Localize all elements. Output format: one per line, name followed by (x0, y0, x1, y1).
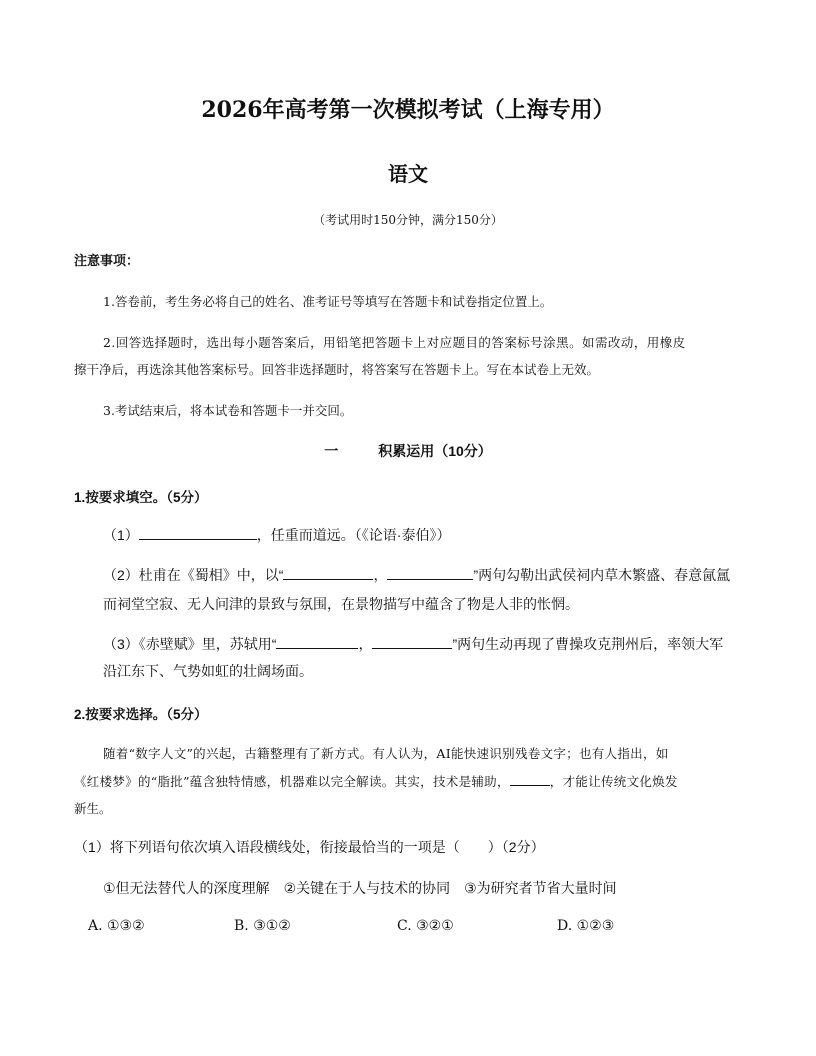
part-3-suffix: ”两句生动再现了曹操攻克荆州后，率领大军 (452, 636, 724, 652)
notice-item-2-line-2: 擦干净后，再选涂其他答案标号。回答非选择题时，将答案写在答题卡上。写在本试卷上无效。 (74, 362, 600, 377)
answer-blank[interactable] (387, 565, 473, 580)
question-1-part-2-line-2: 而祠堂空寂、无人问津的景致与氛围，在景物描写中蕴含了物是人非的怅惘。 (103, 596, 579, 612)
question-1-heading: 1.按要求填空。（5分） (74, 490, 208, 505)
notice-item-2-line-1: 2.回答选择题时，选出每小题答案后，用铅笔把答题卡上对应题目的答案标号涂黑。如需改动，用橡皮 (103, 335, 686, 350)
notice-item-3: 3.考试结束后，将本试卷和答题卡一并交回。 (103, 403, 353, 418)
part-2-comma: ， (373, 567, 388, 583)
part-1-suffix: ，任重而道远。（《论语·泰伯》） (256, 527, 451, 543)
subject-title: 语文 (388, 162, 428, 186)
option-c[interactable]: C. ③②① (397, 918, 454, 934)
passage-blank[interactable] (510, 773, 550, 786)
option-d[interactable]: D. ①②③ (557, 918, 615, 934)
notice-item-1: 1.答卷前，考生务必将自己的姓名、准考证号等填写在答题卡和试卷指定位置上。 (103, 294, 553, 309)
question-1-part-2-line-1 (103, 565, 730, 585)
question-2-heading: 2.按要求选择。（5分） (74, 707, 208, 722)
section-number: 一 (324, 443, 339, 459)
question-1-part-1 (103, 525, 450, 545)
part-3-comma: ， (358, 636, 373, 652)
part-2-prefix: （2）杜甫在《蜀相》中，以“ (103, 567, 284, 583)
passage-line-2-start: 《红楼梦》的“脂批”蕴含独特情感，机器难以完全解读。其实，技术是辅助， (74, 774, 510, 789)
section-title: 积累运用（10分） (378, 443, 492, 459)
passage-line-2 (74, 772, 678, 790)
answer-blank[interactable] (283, 565, 373, 580)
statement-3: ③为研究者节省大量时间 (464, 880, 617, 896)
part-3-prefix: （3）《赤壁赋》里，苏轼用“ (103, 636, 277, 652)
answer-blank[interactable] (139, 525, 257, 540)
passage-line-3: 新生。 (74, 801, 112, 816)
part-2-suffix: ”两句勾勒出武侯祠内草木繁盛、春意氤氲 (473, 567, 731, 583)
answer-blank[interactable] (276, 634, 358, 649)
exam-title: 2026年高考第一次模拟考试（上海专用） (201, 97, 615, 123)
question-1-part-3-line-1 (103, 634, 723, 654)
statement-2: ②关键在于人与技术的协同 (283, 880, 451, 896)
option-a[interactable]: A. ①③② (88, 918, 145, 934)
section-heading (0, 441, 816, 461)
question-1-part-3-line-2: 沿江东下、气势如虹的壮阔场面。 (103, 663, 313, 679)
option-b[interactable]: B. ③①② (234, 918, 291, 934)
part-1-prefix: （1） (103, 527, 139, 543)
exam-duration-note: （考试用时150分钟，满分150分） (313, 213, 503, 227)
passage-line-1: 随着“数字人文”的兴起，古籍整理有了新方式。有人认为，AI能快速识别残卷文字；也有人指出，如 (103, 746, 669, 761)
statement-list (103, 878, 617, 898)
notice-heading: 注意事项： (74, 254, 140, 269)
statement-1: ①但无法替代人的深度理解 (103, 880, 270, 896)
sub-question-1: （1）将下列语句依次填入语段横线处，衔接最恰当的一项是（ ）（2分） (74, 839, 545, 855)
answer-blank[interactable] (372, 634, 452, 649)
passage-line-2-end: ，才能让传统文化焕发 (549, 774, 678, 789)
